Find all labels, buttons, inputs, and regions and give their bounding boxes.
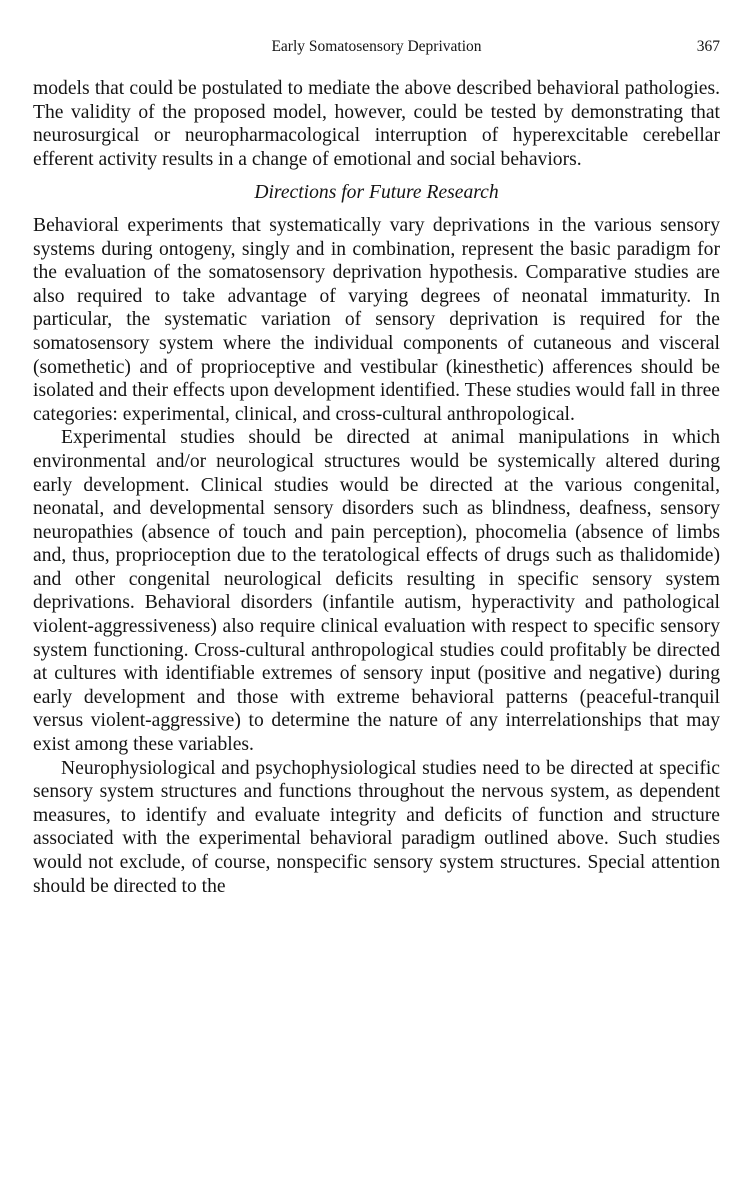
section-paragraph-3: Neurophysiological and psychophysiological studies need to be directed at specific sensory system structures and functions throughout the nervous system, as dependent measures, to identify and evaluate integrity and deficits of function and structure associated with the experimental behavioral paradigm outlined above. Such studies would not exclude, of course, nonspecific sensory system structures. Special attention should be directed to the: [33, 757, 720, 897]
book-page: [33, 38, 720, 898]
section-heading: Directions for Future Research: [254, 182, 499, 204]
page-number: 367: [696, 38, 720, 55]
running-head: [33, 38, 720, 64]
section-paragraph-1: Behavioral experiments that systematically vary deprivations in the various sensory systems during ontogeny, singly and in combination, represent the basic paradigm for the evaluation of the somatosensory deprivation hypothesis. Comparative studies are also required to take advantage of varying degrees of neonatal immaturity. In particular, the systematic variation of sensory deprivation is required for the somatosensory system where the individual components of cutaneous and visceral (somethetic) and of proprioceptive and vestibular (kinesthetic) afferences should be isolated and their effects upon development identified. These studies would fall in three categories: experimental, clinical, and cross-cultural anthropological.: [33, 214, 720, 425]
section-paragraph-2: Experimental studies should be directed at animal manipulations in which environmental and/or neurological structures would be systemically altered during early development. Clinical studies would be directed at the various congenital, neonatal, and developmental sensory disorders such as blindness, deafness, sensory neuropathies (absence of touch and pain perception), phocomelia (absence of limbs and, thus, proprioception due to the teratological effects of drugs such as thalidomide) and other congenital neurological deficits resulting in specific sensory system deprivations. Behavioral disorders (infantile autism, hyperactivity and pathological violent-aggressiveness) also require clinical evaluation with respect to specific sensory system functioning. Cross-cultural anthropological studies could profitably be directed at cultures with identifiable extremes of sensory input (positive and negative) during early development and those with extreme behavioral patterns (peaceful-tranquil versus violent-aggressive) to determine the nature of any interrelationships that may exist among these variables.: [33, 427, 720, 756]
body-text: [33, 77, 720, 898]
paragraph-continued: models that could be postulated to mediate the above described behavioral pathologies. The validity of the proposed model, however, could be tested by demonstrating that neurosurgical or neuropharmacological interruption of hyperexcitable cerebellar efferent activity results in a change of emotional and social behaviors.: [33, 78, 720, 170]
running-title: Early Somatosensory Deprivation: [271, 38, 482, 55]
